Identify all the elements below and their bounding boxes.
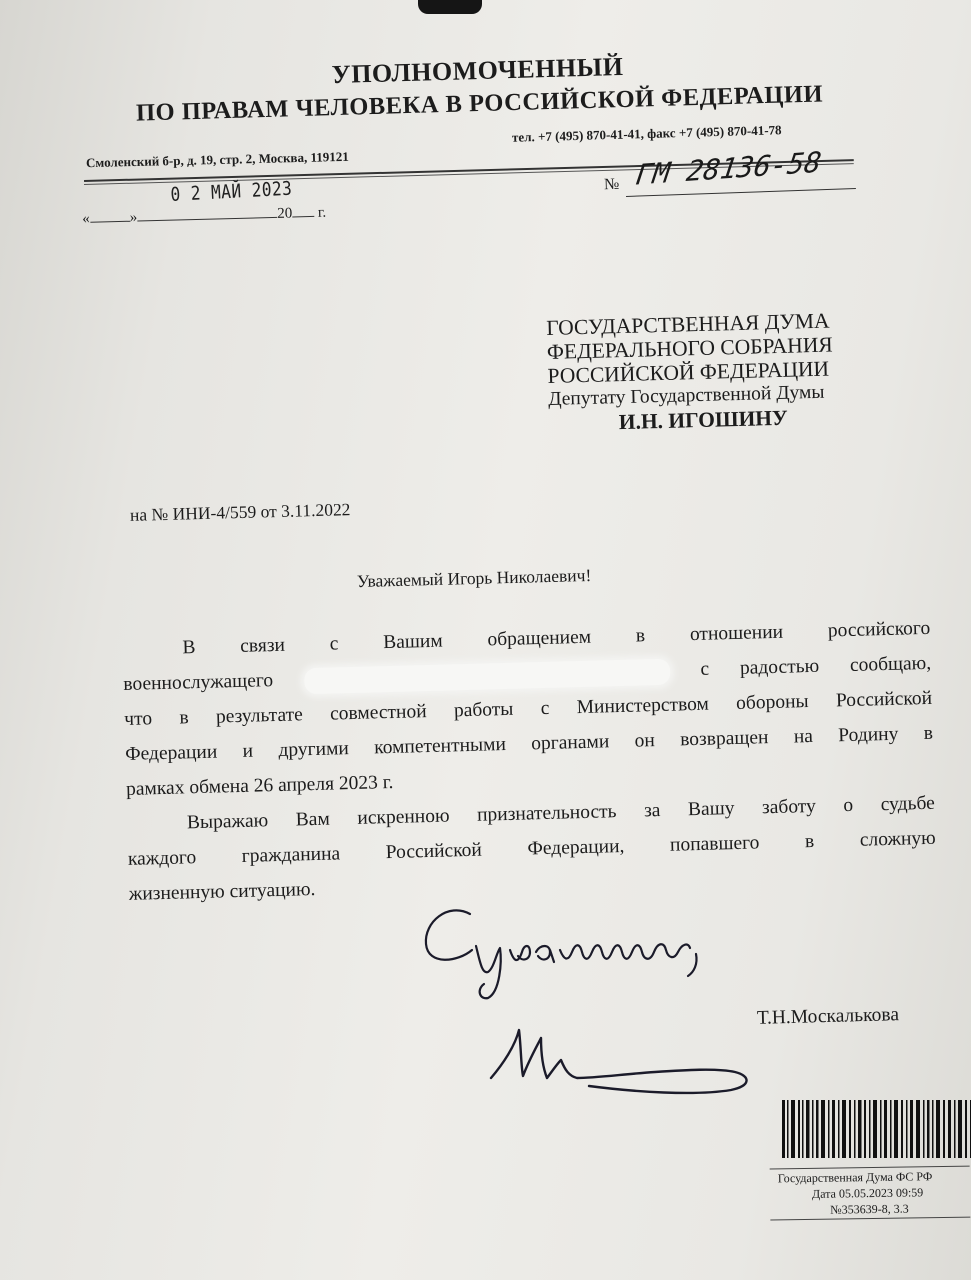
- letterhead-address: Смоленский б-р, д. 19, стр. 2, Москва, 119121: [85, 148, 349, 171]
- barcode: [778, 1100, 971, 1158]
- date-day-blank: [89, 207, 129, 223]
- body-line: каждого гражданина Российской Федерации, попавшего в сложную: [127, 827, 936, 870]
- letterhead-phones: тел. +7 (495) 870-41-41, факс +7 (495) 870-41-78: [511, 122, 782, 145]
- registration-org: Государственная Дума ФС РФ: [777, 1169, 933, 1186]
- date-close-quote: »: [129, 209, 138, 226]
- emblem-icon: [418, 0, 482, 14]
- registration-stamp: [770, 1165, 971, 1222]
- letter-body: [122, 611, 937, 912]
- salutation: Уважаемый Игорь Николаевич!: [356, 564, 592, 592]
- addressee-line: Депутату Государственной Думы: [547, 381, 825, 410]
- body-line: Выражаю Вам искренною признательность за Вашу заботу о судьбе: [186, 792, 936, 834]
- handwritten-outgoing-number: ГМ 28136-58: [633, 145, 824, 192]
- date-year-blank: [292, 202, 314, 218]
- handwritten-closing: [418, 892, 778, 1002]
- registration-date: Дата 05.05.2023 09:59: [811, 1185, 924, 1201]
- date-open-quote: «: [82, 210, 90, 227]
- addressee-line: ГОСУДАРСТВЕННАЯ ДУМА: [546, 308, 830, 340]
- signer-name: Т.Н.Москалькова: [756, 1004, 900, 1029]
- body-line: жизненную ситуацию.: [128, 879, 316, 905]
- body-line: рамках обмена 26 апреля 2023 г.: [125, 771, 394, 800]
- body-line: Федерации и другими компетентными органами он возвращен на Родину в: [124, 722, 934, 765]
- reference-number: на № ИНИ-4/559 от 3.11.2022: [129, 499, 351, 525]
- date-year-prefix: 20: [277, 205, 293, 222]
- body-line: военнослужащего с радостью сообщаю,: [123, 652, 932, 695]
- date-year-suffix: г.: [317, 204, 327, 221]
- body-line: что в результате совместной работы с Министерством обороны Российской: [124, 687, 933, 730]
- date-field: [82, 202, 326, 228]
- number-label: №: [603, 175, 620, 194]
- signature: [485, 1016, 760, 1106]
- letterhead-title-line2: ПО ПРАВАМ ЧЕЛОВЕКА В РОССИЙСКОЙ ФЕДЕРАЦИИ: [135, 80, 824, 127]
- addressee-line: РОССИЙСКОЙ ФЕДЕРАЦИИ: [547, 356, 830, 388]
- stamped-date: 0 2 МАЙ 2023: [170, 177, 293, 206]
- date-month-blank: [137, 203, 277, 222]
- addressee-name: И.Н. ИГОШИНУ: [618, 405, 789, 435]
- letterhead-title-line1: УПОЛНОМОЧЕННЫЙ: [331, 51, 624, 90]
- addressee-line: ФЕДЕРАЛЬНОГО СОБРАНИЯ: [546, 332, 833, 364]
- addressee-block: [546, 309, 835, 436]
- registration-number: №353639-8, 3.3: [830, 1201, 909, 1217]
- body-line: В связи с Вашим обращением в отношении российского: [182, 617, 931, 659]
